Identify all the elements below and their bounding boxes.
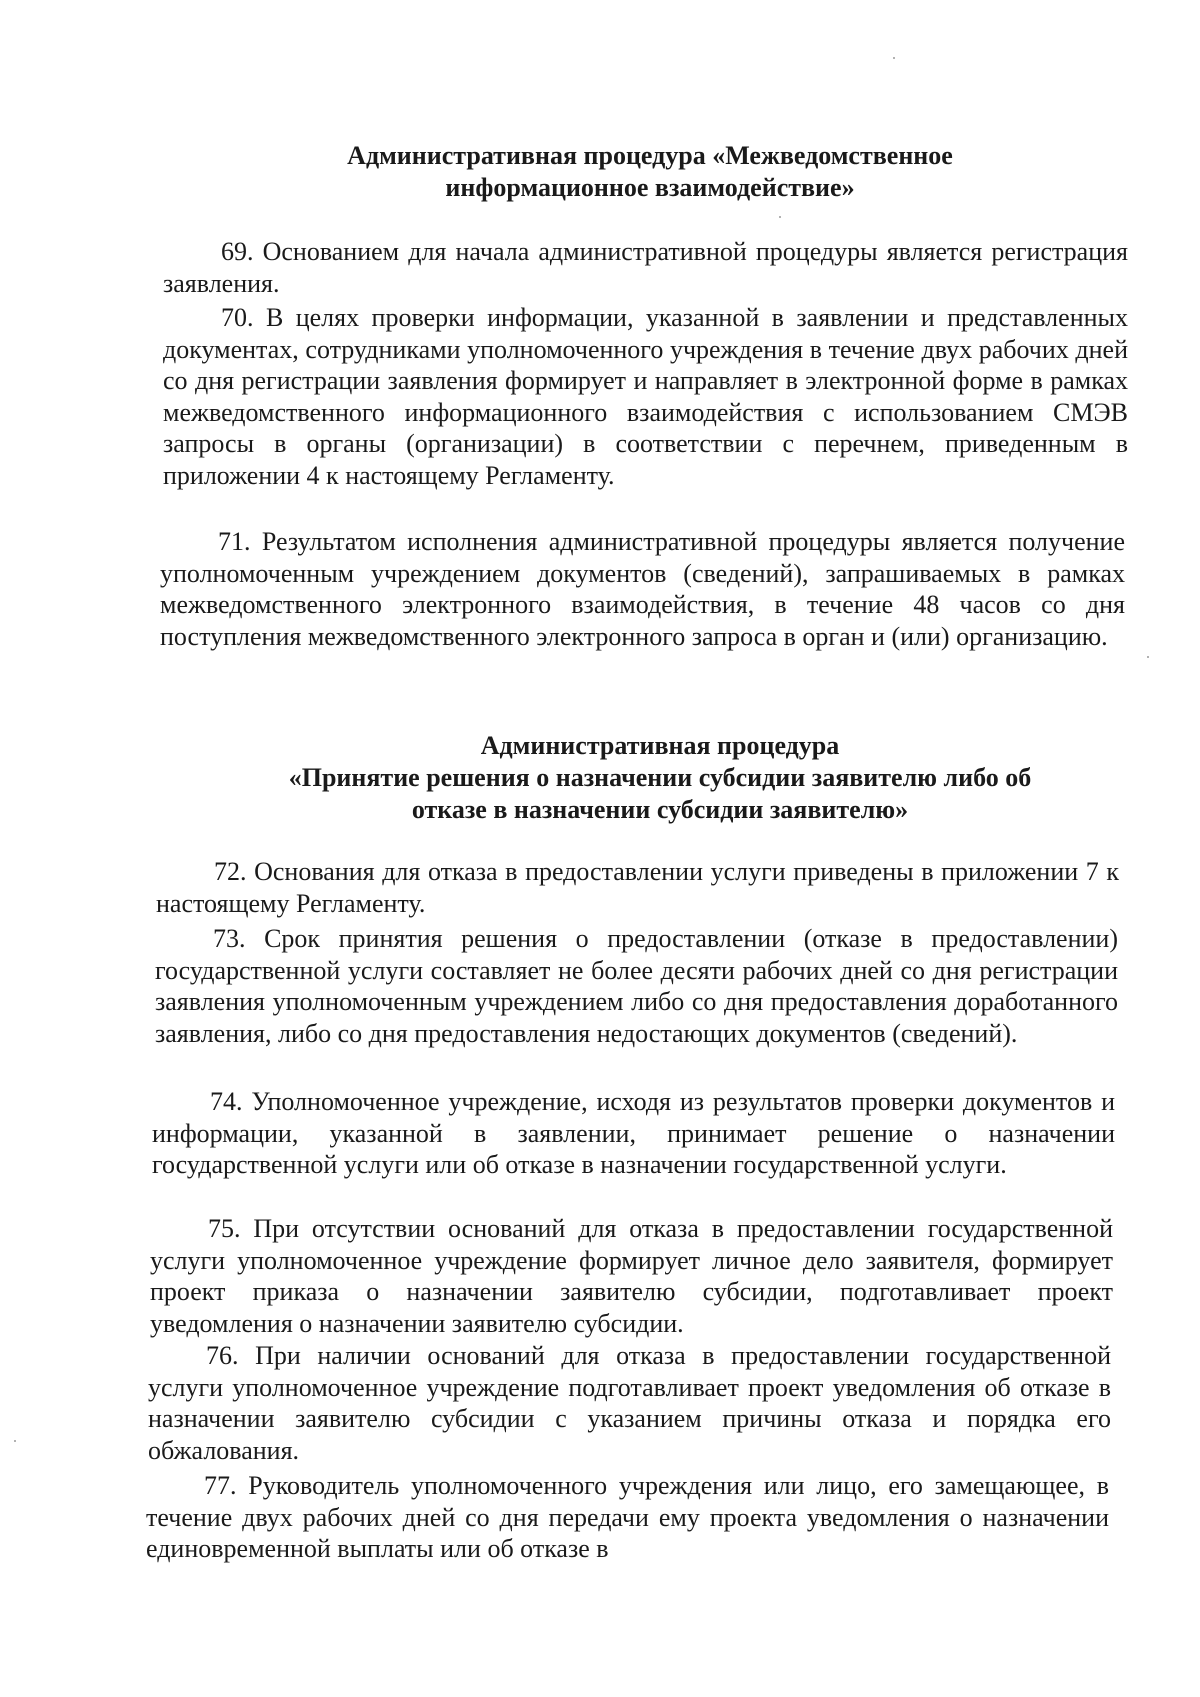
paragraph-74: 74. Уполномоченное учреждение, исходя из результатов проверки документов и информации, указанной в заявлении, принимает решение о назначении государственной услуги или об отказе в назначении государственной услуги. (152, 1087, 1115, 1179)
paragraph-76: 76. При наличии оснований для отказа в предоставлении государственной услуги уполномоченное учреждение подготавливает проект уведомления об отказе в назначении заявителю субсидии с указанием причины отказа и порядка его обжалования. (148, 1341, 1111, 1465)
paragraph-72: 72. Основания для отказа в предоставлении услуги приведены в приложении 7 к настоящему Регламенту. (156, 857, 1119, 918)
scan-speck (893, 57, 895, 59)
scan-speck (779, 216, 781, 218)
paragraph-71: 71. Результатом исполнения административной процедуры является получение уполномоченным учреждением документов (сведений), запрашиваемых в рамках межведомственного электронного взаимодействия, в течение 48 часов со дня поступления межведомственного электронного запроса в орган и (или) организацию. (160, 527, 1125, 651)
paragraph-75: 75. При отсутствии оснований для отказа в предоставлении государственной услуги уполномоченное учреждение формирует личное дело заявителя, формирует проект приказа о назначении заявителю субсидии, подготавливает проект уведомления о назначении заявителю субсидии. (150, 1214, 1113, 1338)
paragraph-73: 73. Срок принятия решения о предоставлении (отказе в предоставлении) государственной услуги составляет не более десяти рабочих дней со дня регистрации заявления уполномоченным учреждением либо со дня предоставления доработанного заявления, либо со дня предоставления недостающих документов (сведений). (155, 924, 1118, 1048)
scan-speck (1147, 656, 1149, 658)
section-heading-line: информационное взаимодействие» (445, 173, 855, 202)
section-heading-line: Административная процедура (480, 731, 840, 760)
paragraph-69: 69. Основанием для начала административной процедуры является регистрация заявления. (163, 237, 1128, 298)
section-heading-decision (240, 730, 1080, 826)
section-heading-line: Административная процедура «Межведомственное (347, 141, 953, 170)
section-heading-interagency (300, 140, 1000, 204)
section-heading-line: отказе в назначении субсидии заявителю» (411, 795, 909, 824)
scan-speck (14, 1440, 16, 1442)
paragraph-77: 77. Руководитель уполномоченного учреждения или лицо, его замещающее, в течение двух рабочих дней со дня передачи ему проекта уведомления о назначении единовременной выплаты или об отказе в (146, 1471, 1109, 1563)
section-heading-line: «Принятие решения о назначении субсидии заявителю либо об (288, 763, 1032, 792)
paragraph-70: 70. В целях проверки информации, указанной в заявлении и представленных документах, сотрудниками уполномоченного учреждения в течение двух рабочих дней со дня регистрации заявления формирует и направляет в электронной форме в рамках межведомственного информационного взаимодействия с использованием СМЭВ запросы в органы (организации) в соответствии с перечнем, приведенным в приложении 4 к настоящему Регламенту. (163, 303, 1128, 490)
